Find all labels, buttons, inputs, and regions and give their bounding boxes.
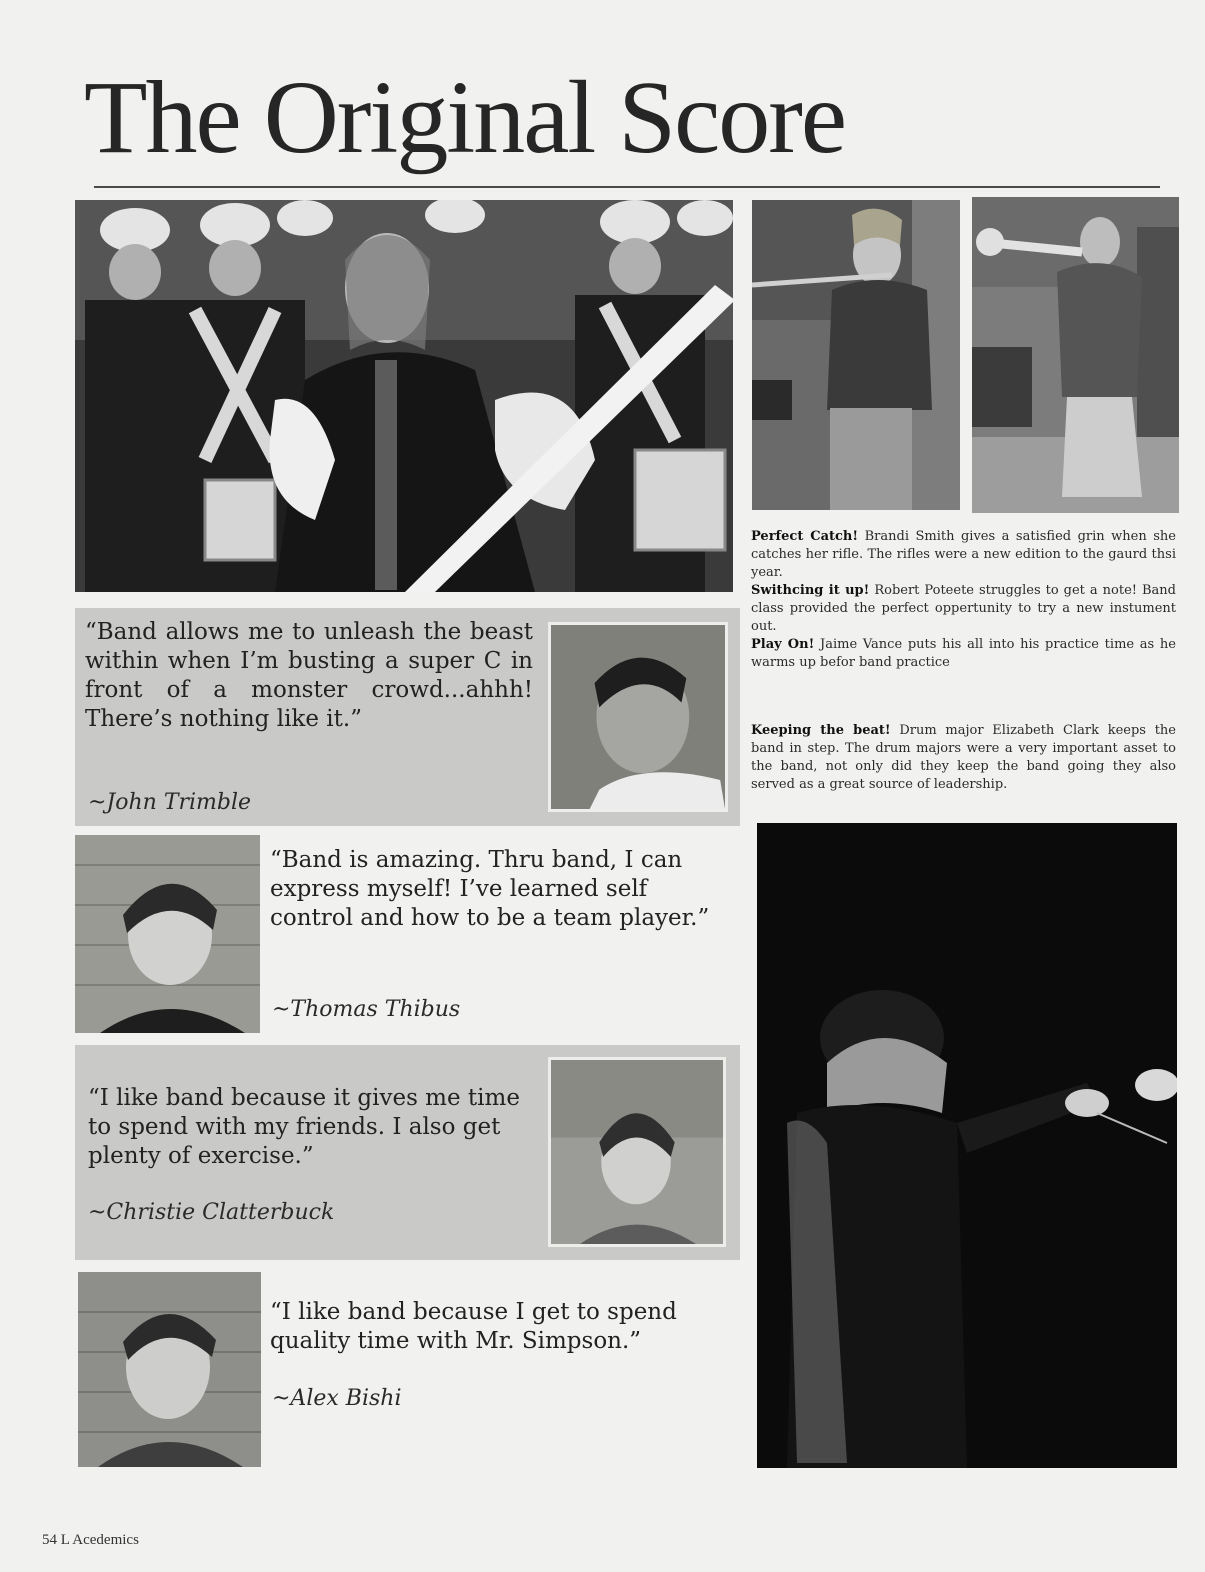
caption-heading: Play On! (751, 637, 815, 652)
caption-text: Robert Poteete struggles to get a note! Band class provided the perfect oppertunity to try a new instument out. (751, 583, 1176, 634)
quote-author: ~John Trimble (88, 790, 252, 815)
portrait-alex-bishi (78, 1272, 261, 1467)
caption-text: Drum major Elizabeth Clark keeps the band in step. The drum majors were a very important asset to the band, not only did they keep the band going they also served as a great source of leadership. (751, 723, 1176, 792)
caption-heading: Swithcing it up! (751, 583, 870, 598)
page-footer: 54 L Acedemics (42, 1532, 139, 1548)
caption-heading: Perfect Catch! (751, 529, 859, 544)
caption-perfect-catch (751, 528, 1176, 582)
caption-heading: Keeping the beat! (751, 723, 891, 738)
caption-play-on (751, 636, 1176, 672)
portrait-thomas-thibus (75, 835, 260, 1033)
photo-captions-top (751, 528, 1176, 672)
quote-author: ~Alex Bishi (272, 1386, 402, 1411)
quote-text: “Band allows me to unleash the beast within when I’m busting a super C in front of a monster crowd...ahhh! There’s nothing like it.” (85, 619, 533, 732)
photo-caption-drum-major (751, 722, 1176, 794)
caption-text: Jaime Vance puts his all into his practice time as he warms up befor band practice (751, 637, 1176, 670)
portrait-christie-clatterbuck (548, 1057, 726, 1247)
quote-text: “I like band because it gives me time to spend with my friends. I also get plenty of exercise.” (88, 1085, 520, 1169)
caption-keeping-beat (751, 722, 1176, 794)
caption-switching (751, 582, 1176, 636)
photo-trumpet-player (972, 197, 1179, 513)
page-title: The Original Score (84, 60, 846, 175)
quote-text: “Band is amazing. Thru band, I can express myself! I’ve learned self control and how to be a team player.” (270, 847, 710, 931)
portrait-john-trimble (548, 622, 728, 812)
photo-drum-major (757, 823, 1177, 1468)
caption-text: Brandi Smith gives a satisfied grin when she catches her rifle. The rifles were a new edition to the gaurd thsi year. (751, 529, 1176, 580)
title-rule (94, 186, 1160, 188)
quote-author: ~Thomas Thibus (272, 997, 461, 1022)
photo-color-guard (75, 200, 733, 592)
quote-text: “I like band because I get to spend quality time with Mr. Simpson.” (270, 1299, 677, 1354)
photo-flute-player (752, 200, 960, 510)
quote-author: ~Christie Clatterbuck (88, 1200, 335, 1225)
